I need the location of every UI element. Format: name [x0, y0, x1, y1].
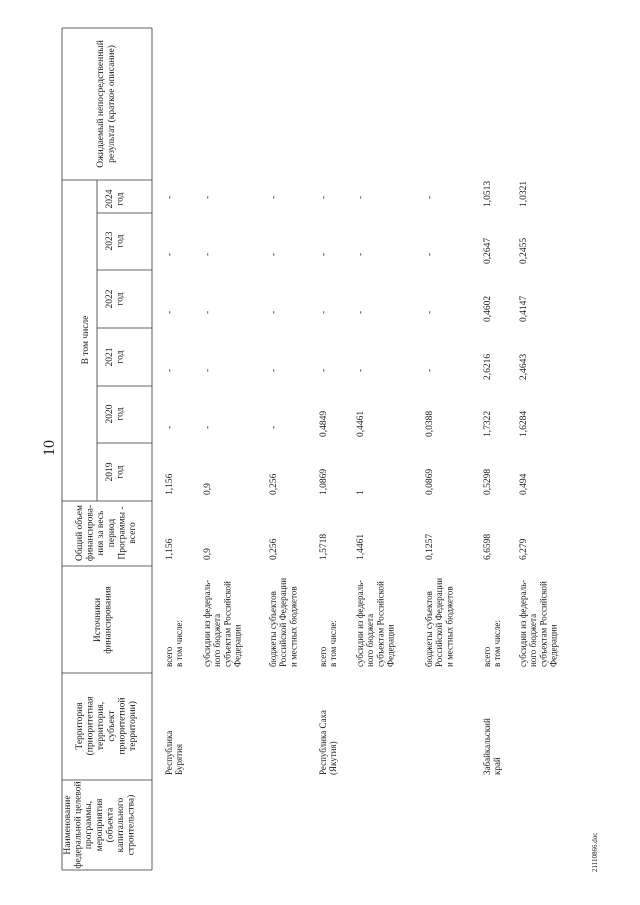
- row-2-value-1: -: [269, 425, 279, 429]
- row-4-source: субсидии из федераль-ного бюджетасубъектам РоссийскойФедерации: [355, 579, 396, 667]
- row-4-value-3: -: [356, 310, 366, 314]
- footer-code: 21110866.doc: [591, 832, 599, 872]
- header-year-2022: 2022год: [105, 289, 126, 309]
- header-year-2021: 2021год: [105, 347, 126, 367]
- row-6-total: 6,6598: [483, 533, 493, 560]
- header-result: Ожидаемый непосредственныйрезультат (краткое описание): [96, 40, 117, 168]
- row-1-total: 0,9: [203, 548, 213, 560]
- row-0-value-3: -: [165, 310, 175, 314]
- row-6-value-1: 1,7322: [483, 410, 493, 437]
- row-7-value-1: 1,6284: [519, 410, 529, 437]
- row-1-value-5: -: [203, 195, 213, 199]
- header-year-2024: 2024год: [105, 189, 126, 209]
- row-7-value-3: 0,4147: [519, 295, 529, 322]
- row-6-source: всегов том числе:: [482, 620, 503, 667]
- row-4-value-2: -: [356, 368, 366, 372]
- row-7-source: субсидии из федераль-ного бюджетасубъектам РоссийскойФедерации: [518, 579, 559, 667]
- row-3-value-4: -: [319, 252, 329, 256]
- header-name: Наименованиефедеральной целевойпрограммы,мероприятия(объектакапитальногостроительства): [63, 781, 137, 869]
- row-3-value-0: 1,0869: [319, 468, 329, 495]
- row-3-source: всегов том числе:: [318, 620, 339, 667]
- row-0-value-4: -: [165, 252, 175, 256]
- row-7-value-5: 1,0321: [519, 180, 529, 207]
- row-4-total: 1,4461: [356, 533, 366, 560]
- row-0-total: 1,156: [165, 538, 175, 560]
- row-6-value-4: 0,2647: [483, 237, 493, 264]
- row-7-value-4: 0,2455: [519, 237, 529, 264]
- row-6-value-2: 2,6216: [483, 353, 493, 380]
- row-7-total: 6,279: [519, 538, 529, 560]
- row-0-value-1: -: [165, 425, 175, 429]
- row-6-value-5: 1,0513: [483, 180, 493, 207]
- row-3-value-3: -: [319, 310, 329, 314]
- row-1-value-4: -: [203, 252, 213, 256]
- page-number: 10: [41, 440, 58, 456]
- row-1-source: субсидии из федераль-ного бюджетасубъектам РоссийскойФедерации: [202, 579, 243, 667]
- row-6-value-0: 0,5298: [483, 468, 493, 495]
- row-0-value-2: -: [165, 368, 175, 372]
- header-including: В том числе: [81, 315, 91, 365]
- row-2-value-4: -: [269, 252, 279, 256]
- row-2-value-5: -: [269, 195, 279, 199]
- header-territory: Территория(приоритетнаятерритория,субъектприоритетнойтерритории): [75, 696, 138, 756]
- row-5-value-4: -: [425, 252, 435, 256]
- row-5-value-2: -: [425, 368, 435, 372]
- header-total: Общий объемфинансирова-ния за весьпериодПрограммы -всего: [75, 504, 138, 562]
- row-3-territory: Республика Саха(Якутия): [318, 710, 339, 775]
- row-5-total: 0,1257: [425, 533, 435, 560]
- row-3-value-1: 0,4849: [319, 410, 329, 437]
- row-0-source: всегов том числе:: [164, 620, 185, 667]
- row-3-value-5: -: [319, 195, 329, 199]
- header-year-2019: 2019год: [105, 462, 126, 482]
- row-0-value-0: 1,156: [165, 473, 175, 495]
- header-year-2020: 2020год: [105, 404, 126, 424]
- row-4-value-4: -: [356, 252, 366, 256]
- row-5-value-1: 0,0388: [425, 410, 435, 437]
- row-6-territory: Забайкальскийкрай: [482, 718, 503, 775]
- row-0-value-5: -: [165, 195, 175, 199]
- row-1-value-3: -: [203, 310, 213, 314]
- row-3-total: 1,5718: [319, 533, 329, 560]
- row-3-value-2: -: [319, 368, 329, 372]
- header-year-2023: 2023год: [105, 231, 126, 251]
- row-2-total: 0,256: [269, 538, 279, 560]
- row-2-value-0: 0,256: [269, 473, 279, 495]
- row-1-value-0: 0,9: [203, 483, 213, 495]
- row-6-value-3: 0,4602: [483, 295, 493, 322]
- row-2-value-3: -: [269, 310, 279, 314]
- row-4-value-1: 0,4461: [356, 410, 366, 437]
- row-1-value-2: -: [203, 368, 213, 372]
- row-4-value-0: 1: [356, 490, 366, 495]
- row-7-value-0: 0,494: [519, 473, 529, 495]
- row-4-value-5: -: [356, 195, 366, 199]
- row-5-value-0: 0,0869: [425, 468, 435, 495]
- table-text: [41, 40, 599, 872]
- row-7-value-2: 2,4643: [519, 353, 529, 380]
- row-0-territory: РеспубликаБурятия: [164, 730, 185, 775]
- row-5-value-5: -: [425, 195, 435, 199]
- header-sources: Источникифинансирования: [93, 586, 114, 654]
- row-2-source: бюджеты субъектовРоссийской Федерациии местных бюджетов: [268, 577, 299, 667]
- row-1-value-1: -: [203, 425, 213, 429]
- row-2-value-2: -: [269, 368, 279, 372]
- row-5-value-3: -: [425, 310, 435, 314]
- row-5-source: бюджеты субъектовРоссийской Федерациии местных бюджетов: [424, 577, 455, 667]
